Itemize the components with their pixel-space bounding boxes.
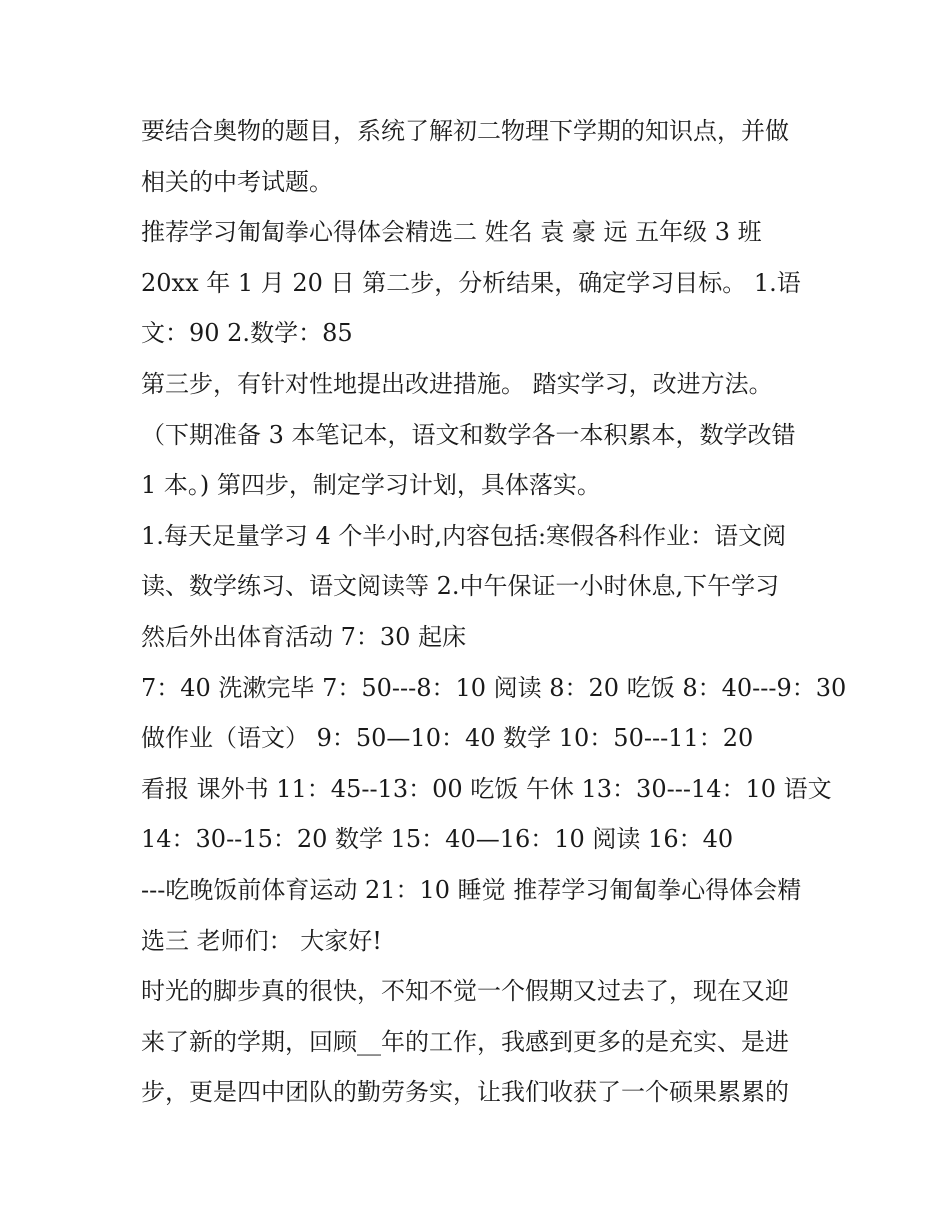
text-line: 20xx 年 1 月 20 日 第二步，分析结果，确定学习目标。 1.语 xyxy=(141,268,801,297)
text-line: 7：40 洗漱完毕 7：50---8：10 阅读 8：20 吃饭 8：40---9：30 xyxy=(141,673,847,702)
text-line: 做作业（语文） 9：50—10：40 数学 10：50---11：20 xyxy=(141,724,754,753)
document-body xyxy=(141,106,847,1118)
text-line: 14：30--15：20 数学 15：40—16：10 阅读 16：40 xyxy=(141,825,734,854)
text-line: 第三步，有针对性地提出改进措施。 踏实学习，改进方法。 xyxy=(141,369,773,398)
text-line: 要结合奥物的题目，系统了解初二物理下学期的知识点，并做 xyxy=(141,117,789,145)
text-line: 1 本。) 第四步，制定学习计划，具体落实。 xyxy=(141,471,601,500)
text-line: 然后外出体育活动 7：30 起床 xyxy=(141,622,467,651)
text-line: 文：90 2.数学：85 xyxy=(141,319,353,348)
text-line: 看报 课外书 11：45--13：00 吃饭 午休 13：30---14：10 语文 xyxy=(141,774,832,803)
text-line: 1.每天足量学习 4 个半小时,内容包括:寒假各科作业：语文阅 xyxy=(141,521,787,550)
text-line: 来了新的学期，回顾__年的工作，我感到更多的是充实、是进 xyxy=(141,1027,789,1056)
text-line: （下期准备 3 本笔记本，语文和数学各一本积累本，数学改错 xyxy=(141,420,796,449)
text-line: 读、数学练习、语文阅读等 2.中午保证一小时休息,下午学习 xyxy=(141,572,780,601)
text-line: ---吃晚饭前体育运动 21：10 睡觉 推荐学习匍匐拳心得体会精 xyxy=(141,875,802,904)
text-line: 推荐学习匍匐拳心得体会精选二 姓名 袁 豪 远 五年级 3 班 xyxy=(141,218,762,247)
text-line: 步，更是四中团队的勤劳务实，让我们收获了一个硕果累累的 xyxy=(141,1078,789,1107)
text-line: 相关的中考试题。 xyxy=(141,167,333,196)
text-line: 时光的脚步真的很快，不知不觉一个假期又过去了，现在又迎 xyxy=(141,977,789,1006)
text-line: 选三 老师们： 大家好! xyxy=(141,926,382,955)
